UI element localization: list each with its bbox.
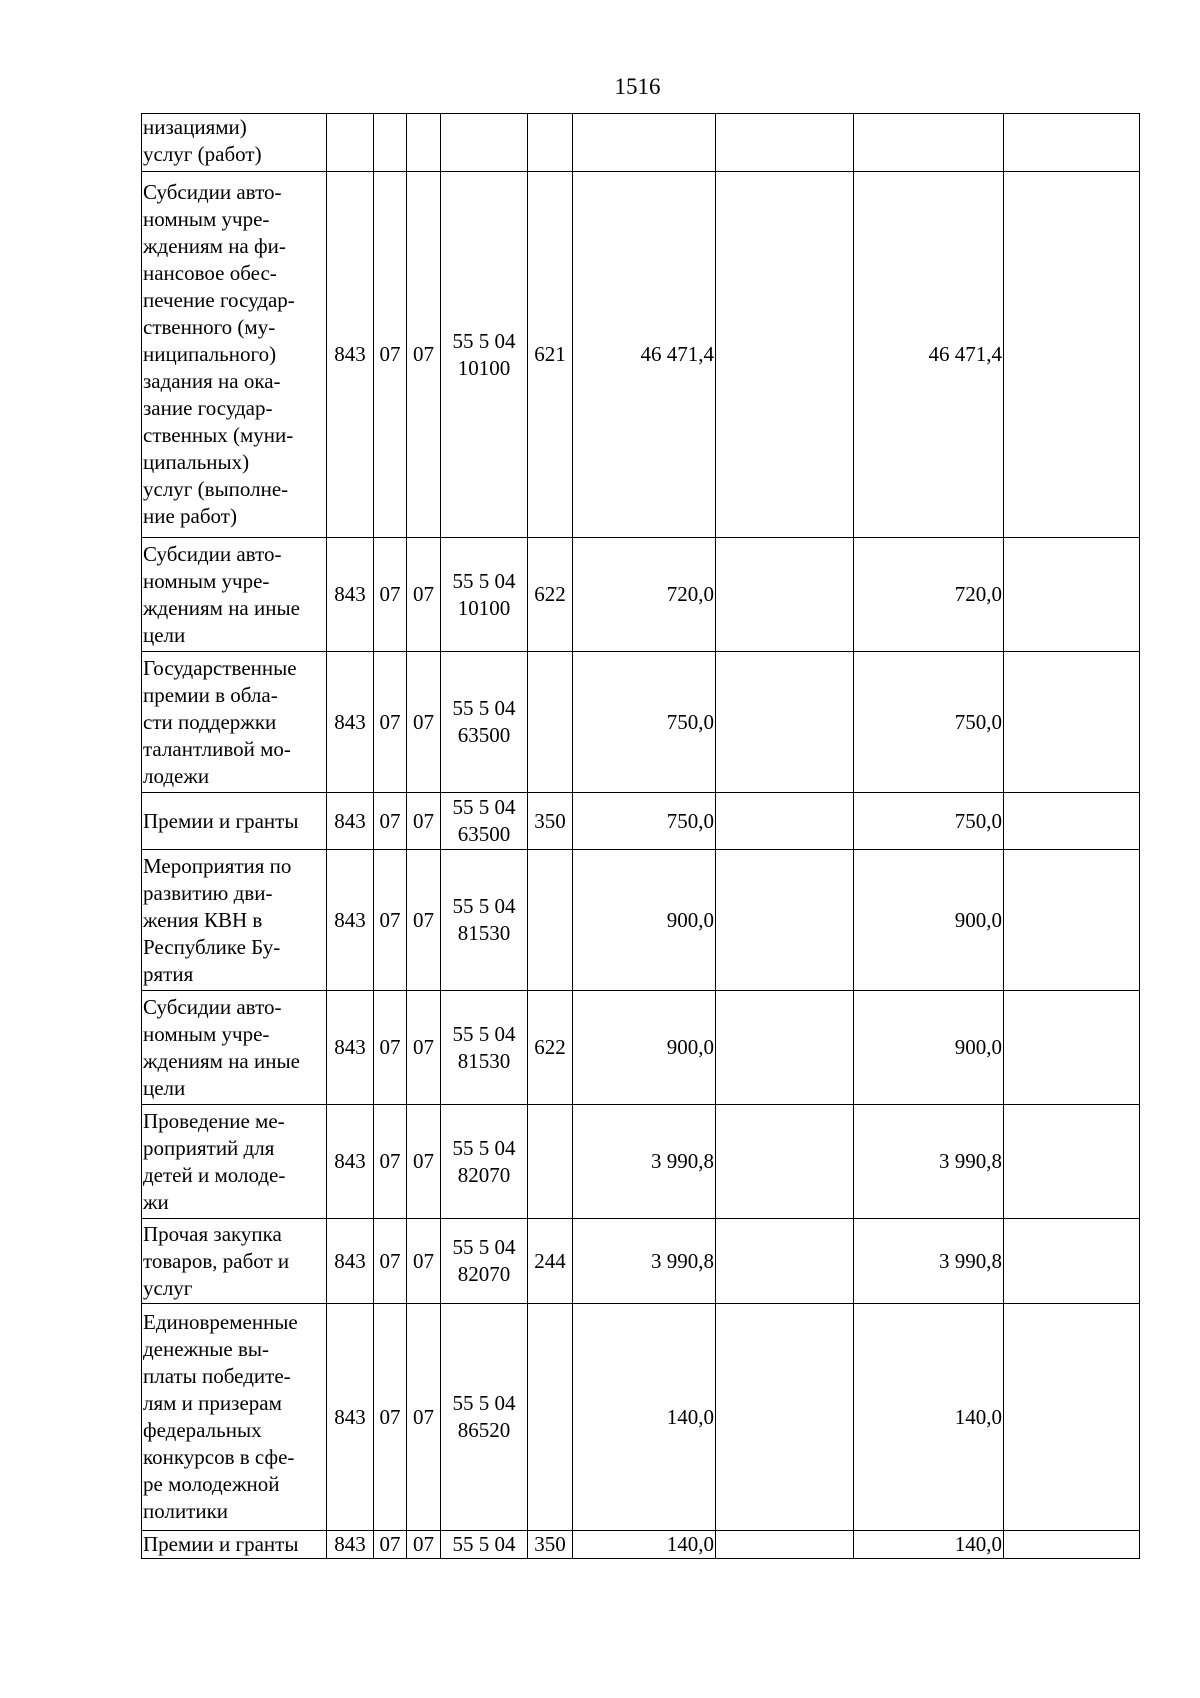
amount-2-cell	[716, 538, 854, 652]
target-article-cell	[441, 652, 528, 793]
amount-cell: 3 990,8	[573, 1105, 716, 1219]
target-article-line: 55 5 04	[452, 328, 516, 353]
expense-type-cell	[528, 1304, 573, 1531]
ministry-code-cell: 843	[327, 991, 374, 1105]
row-name-cell	[142, 1105, 327, 1219]
row-name-cell	[142, 991, 327, 1105]
subsection-code-cell: 07	[407, 793, 441, 850]
amount-2-cell	[716, 1531, 854, 1559]
target-article-line: 10100	[457, 595, 511, 620]
target-article-line: 63500	[457, 822, 511, 846]
row-name-line: премии в обла-	[143, 682, 278, 707]
row-name-line: задания на ока-	[143, 369, 281, 393]
subsection-code-cell: 07	[407, 1304, 441, 1531]
subsection-code-cell	[407, 114, 441, 172]
target-article-line: 10100	[457, 355, 511, 380]
row-name-line: ждениям на фи-	[143, 234, 286, 258]
row-name-line: цели	[143, 622, 186, 647]
row-name-line: нансовое обес-	[143, 261, 277, 285]
row-name-line: федеральных	[143, 1418, 262, 1442]
amount-4-cell	[1004, 652, 1140, 793]
row-name-line: услуг	[143, 1275, 193, 1300]
target-article-line: 55 5 04	[452, 568, 516, 593]
row-name-line: развитию дви-	[143, 880, 273, 905]
target-article-cell	[441, 538, 528, 652]
target-article-cell	[441, 1531, 528, 1559]
amount-2-cell	[716, 1105, 854, 1219]
row-name-cell	[142, 793, 327, 850]
row-name-line: ниципального)	[143, 342, 277, 366]
amount-4-cell	[1004, 1219, 1140, 1304]
row-name-line: Премии и гранты	[143, 808, 299, 833]
ministry-code-cell: 843	[327, 793, 374, 850]
section-code-cell	[374, 114, 407, 172]
row-name-cell	[142, 1219, 327, 1304]
row-name-cell	[142, 114, 327, 172]
table-row	[142, 114, 1140, 172]
target-article-line: 82070	[457, 1162, 511, 1187]
row-name-line: ние работ)	[143, 504, 237, 528]
amount-4-cell	[1004, 1105, 1140, 1219]
row-name-line: детей и молоде-	[143, 1162, 286, 1187]
amount-4-cell	[1004, 172, 1140, 538]
amount-3-cell	[854, 114, 1004, 172]
amount-cell: 140,0	[573, 1531, 716, 1559]
row-name-line: ственного (му-	[143, 315, 276, 339]
row-name-line: товаров, работ и	[143, 1248, 290, 1273]
row-name-cell	[142, 538, 327, 652]
target-article-cell	[441, 114, 528, 172]
amount-cell: 3 990,8	[573, 1219, 716, 1304]
row-name-line: низациями)	[143, 115, 247, 139]
target-article-cell	[441, 172, 528, 538]
target-article-cell	[441, 1105, 528, 1219]
row-name-line: Субсидии авто-	[143, 541, 282, 566]
amount-cell	[573, 114, 716, 172]
amount-4-cell	[1004, 1531, 1140, 1559]
target-article-cell	[441, 1219, 528, 1304]
row-name-line: печение государ-	[143, 288, 295, 312]
subsection-code-cell: 07	[407, 652, 441, 793]
expense-type-cell: 350	[528, 793, 573, 850]
amount-3-cell: 140,0	[854, 1304, 1004, 1531]
subsection-code-cell: 07	[407, 172, 441, 538]
row-name-line: услуг (выполне-	[143, 477, 289, 501]
row-name-line: Мероприятия по	[143, 853, 292, 878]
amount-3-cell: 750,0	[854, 793, 1004, 850]
row-name-line: политики	[143, 1499, 229, 1523]
row-name-line: роприятий для	[143, 1135, 275, 1160]
amount-4-cell	[1004, 1304, 1140, 1531]
amount-2-cell	[716, 1304, 854, 1531]
row-name-line: зание государ-	[143, 396, 273, 420]
target-article-line: 55 5 04	[452, 1135, 516, 1160]
amount-cell: 900,0	[573, 850, 716, 991]
amount-3-cell: 140,0	[854, 1531, 1004, 1559]
target-article-line: 81530	[457, 1048, 511, 1073]
amount-cell: 46 471,4	[573, 172, 716, 538]
amount-2-cell	[716, 850, 854, 991]
row-name-line: талантливой мо-	[143, 736, 291, 761]
expense-type-cell	[528, 850, 573, 991]
ministry-code-cell: 843	[327, 1304, 374, 1531]
amount-4-cell	[1004, 114, 1140, 172]
row-name-cell	[142, 652, 327, 793]
target-article-line: 55 5 04	[452, 1021, 516, 1046]
row-name-line: номным учре-	[143, 568, 270, 593]
ministry-code-cell: 843	[327, 1105, 374, 1219]
row-name-line: ре молодежной	[143, 1472, 280, 1496]
amount-2-cell	[716, 1219, 854, 1304]
target-article-cell	[441, 850, 528, 991]
target-article-cell	[441, 1304, 528, 1531]
row-name-line: Республике Бу-	[143, 934, 281, 959]
amount-3-cell: 720,0	[854, 538, 1004, 652]
amount-2-cell	[716, 793, 854, 850]
row-name-line: цели	[143, 1075, 186, 1100]
amount-4-cell	[1004, 991, 1140, 1105]
target-article-line: 63500	[457, 723, 511, 747]
section-code-cell: 07	[374, 991, 407, 1105]
section-code-cell: 07	[374, 538, 407, 652]
target-article-line: 82070	[457, 1262, 511, 1286]
amount-3-cell: 900,0	[854, 850, 1004, 991]
amount-3-cell: 3 990,8	[854, 1219, 1004, 1304]
subsection-code-cell: 07	[407, 1219, 441, 1304]
row-name-line: ждениям на иные	[143, 1048, 300, 1073]
amount-cell: 750,0	[573, 652, 716, 793]
ministry-code-cell: 843	[327, 1531, 374, 1559]
budget-table	[141, 113, 1140, 1559]
table-row	[142, 1219, 1140, 1304]
row-name-line: ственных (муни-	[143, 423, 294, 447]
target-article-line: 86520	[457, 1418, 511, 1442]
section-code-cell: 07	[374, 1531, 407, 1559]
row-name-cell	[142, 1304, 327, 1531]
row-name-line: лям и призерам	[143, 1391, 282, 1415]
target-article-cell	[441, 991, 528, 1105]
table-row	[142, 1105, 1140, 1219]
target-article-line: 55 5 04	[452, 696, 516, 720]
subsection-code-cell: 07	[407, 1105, 441, 1219]
row-name-cell	[142, 172, 327, 538]
row-name-line: номным учре-	[143, 1021, 270, 1046]
expense-type-cell	[528, 114, 573, 172]
section-code-cell: 07	[374, 1304, 407, 1531]
table-body	[142, 114, 1140, 1559]
amount-3-cell: 3 990,8	[854, 1105, 1004, 1219]
section-code-cell: 07	[374, 850, 407, 991]
table-row	[142, 793, 1140, 850]
section-code-cell: 07	[374, 1105, 407, 1219]
row-name-line: Субсидии авто-	[143, 180, 282, 204]
amount-2-cell	[716, 991, 854, 1105]
section-code-cell: 07	[374, 1219, 407, 1304]
amount-cell: 750,0	[573, 793, 716, 850]
amount-3-cell: 46 471,4	[854, 172, 1004, 538]
row-name-line: Проведение ме-	[143, 1108, 285, 1133]
expense-type-cell: 622	[528, 991, 573, 1105]
row-name-line: услуг (работ)	[143, 142, 262, 166]
amount-2-cell	[716, 114, 854, 172]
row-name-cell	[142, 850, 327, 991]
subsection-code-cell: 07	[407, 538, 441, 652]
row-name-line: жи	[143, 1189, 169, 1214]
row-name-line: конкурсов в сфе-	[143, 1445, 295, 1469]
amount-2-cell	[716, 172, 854, 538]
row-name-cell	[142, 1531, 327, 1559]
row-name-line: сти поддержки	[143, 709, 277, 734]
row-name-line: платы победите-	[143, 1364, 291, 1388]
ministry-code-cell	[327, 114, 374, 172]
subsection-code-cell: 07	[407, 1531, 441, 1559]
table-row	[142, 1531, 1140, 1559]
table-row	[142, 172, 1140, 538]
row-name-line: Государственные	[143, 655, 297, 680]
section-code-cell: 07	[374, 172, 407, 538]
amount-4-cell	[1004, 538, 1140, 652]
target-article-line: 55 5 04	[452, 795, 516, 819]
row-name-line: Прочая закупка	[143, 1221, 282, 1246]
table-row	[142, 850, 1140, 991]
row-name-line: ципальных)	[143, 450, 250, 474]
subsection-code-cell: 07	[407, 850, 441, 991]
table-row	[142, 1304, 1140, 1531]
page-number: 1516	[614, 74, 661, 99]
row-name-line: номным учре-	[143, 207, 270, 231]
ministry-code-cell: 843	[327, 850, 374, 991]
target-article-line: 55 5 04	[452, 1235, 516, 1259]
row-name-line: ждениям на иные	[143, 595, 300, 620]
row-name-line: лодежи	[143, 763, 210, 788]
target-article-line: 55 5 04	[452, 894, 516, 918]
row-name-line: рятия	[143, 961, 194, 986]
amount-3-cell: 750,0	[854, 652, 1004, 793]
amount-2-cell	[716, 652, 854, 793]
table-row	[142, 652, 1140, 793]
ministry-code-cell: 843	[327, 538, 374, 652]
amount-cell: 720,0	[573, 538, 716, 652]
table-row	[142, 538, 1140, 652]
amount-cell: 900,0	[573, 991, 716, 1105]
expense-type-cell	[528, 652, 573, 793]
ministry-code-cell: 843	[327, 1219, 374, 1304]
target-article-cell	[441, 793, 528, 850]
table-row	[142, 991, 1140, 1105]
expense-type-cell: 350	[528, 1531, 573, 1559]
target-article-line: 55 5 04	[452, 1391, 516, 1415]
row-name-line: Субсидии авто-	[143, 994, 282, 1019]
amount-4-cell	[1004, 793, 1140, 850]
ministry-code-cell: 843	[327, 172, 374, 538]
row-name-line: Единовременные	[143, 1310, 298, 1334]
expense-type-cell	[528, 1105, 573, 1219]
amount-4-cell	[1004, 850, 1140, 991]
target-article-line: 55 5 04	[452, 1532, 516, 1556]
expense-type-cell: 622	[528, 538, 573, 652]
section-code-cell: 07	[374, 652, 407, 793]
amount-3-cell: 900,0	[854, 991, 1004, 1105]
row-name-line: денежные вы-	[143, 1337, 270, 1361]
amount-cell: 140,0	[573, 1304, 716, 1531]
row-name-line: жения КВН в	[143, 907, 263, 932]
row-name-line: Премии и гранты	[143, 1532, 299, 1556]
ministry-code-cell: 843	[327, 652, 374, 793]
expense-type-cell: 244	[528, 1219, 573, 1304]
target-article-line: 81530	[457, 921, 511, 945]
section-code-cell: 07	[374, 793, 407, 850]
subsection-code-cell: 07	[407, 991, 441, 1105]
expense-type-cell: 621	[528, 172, 573, 538]
